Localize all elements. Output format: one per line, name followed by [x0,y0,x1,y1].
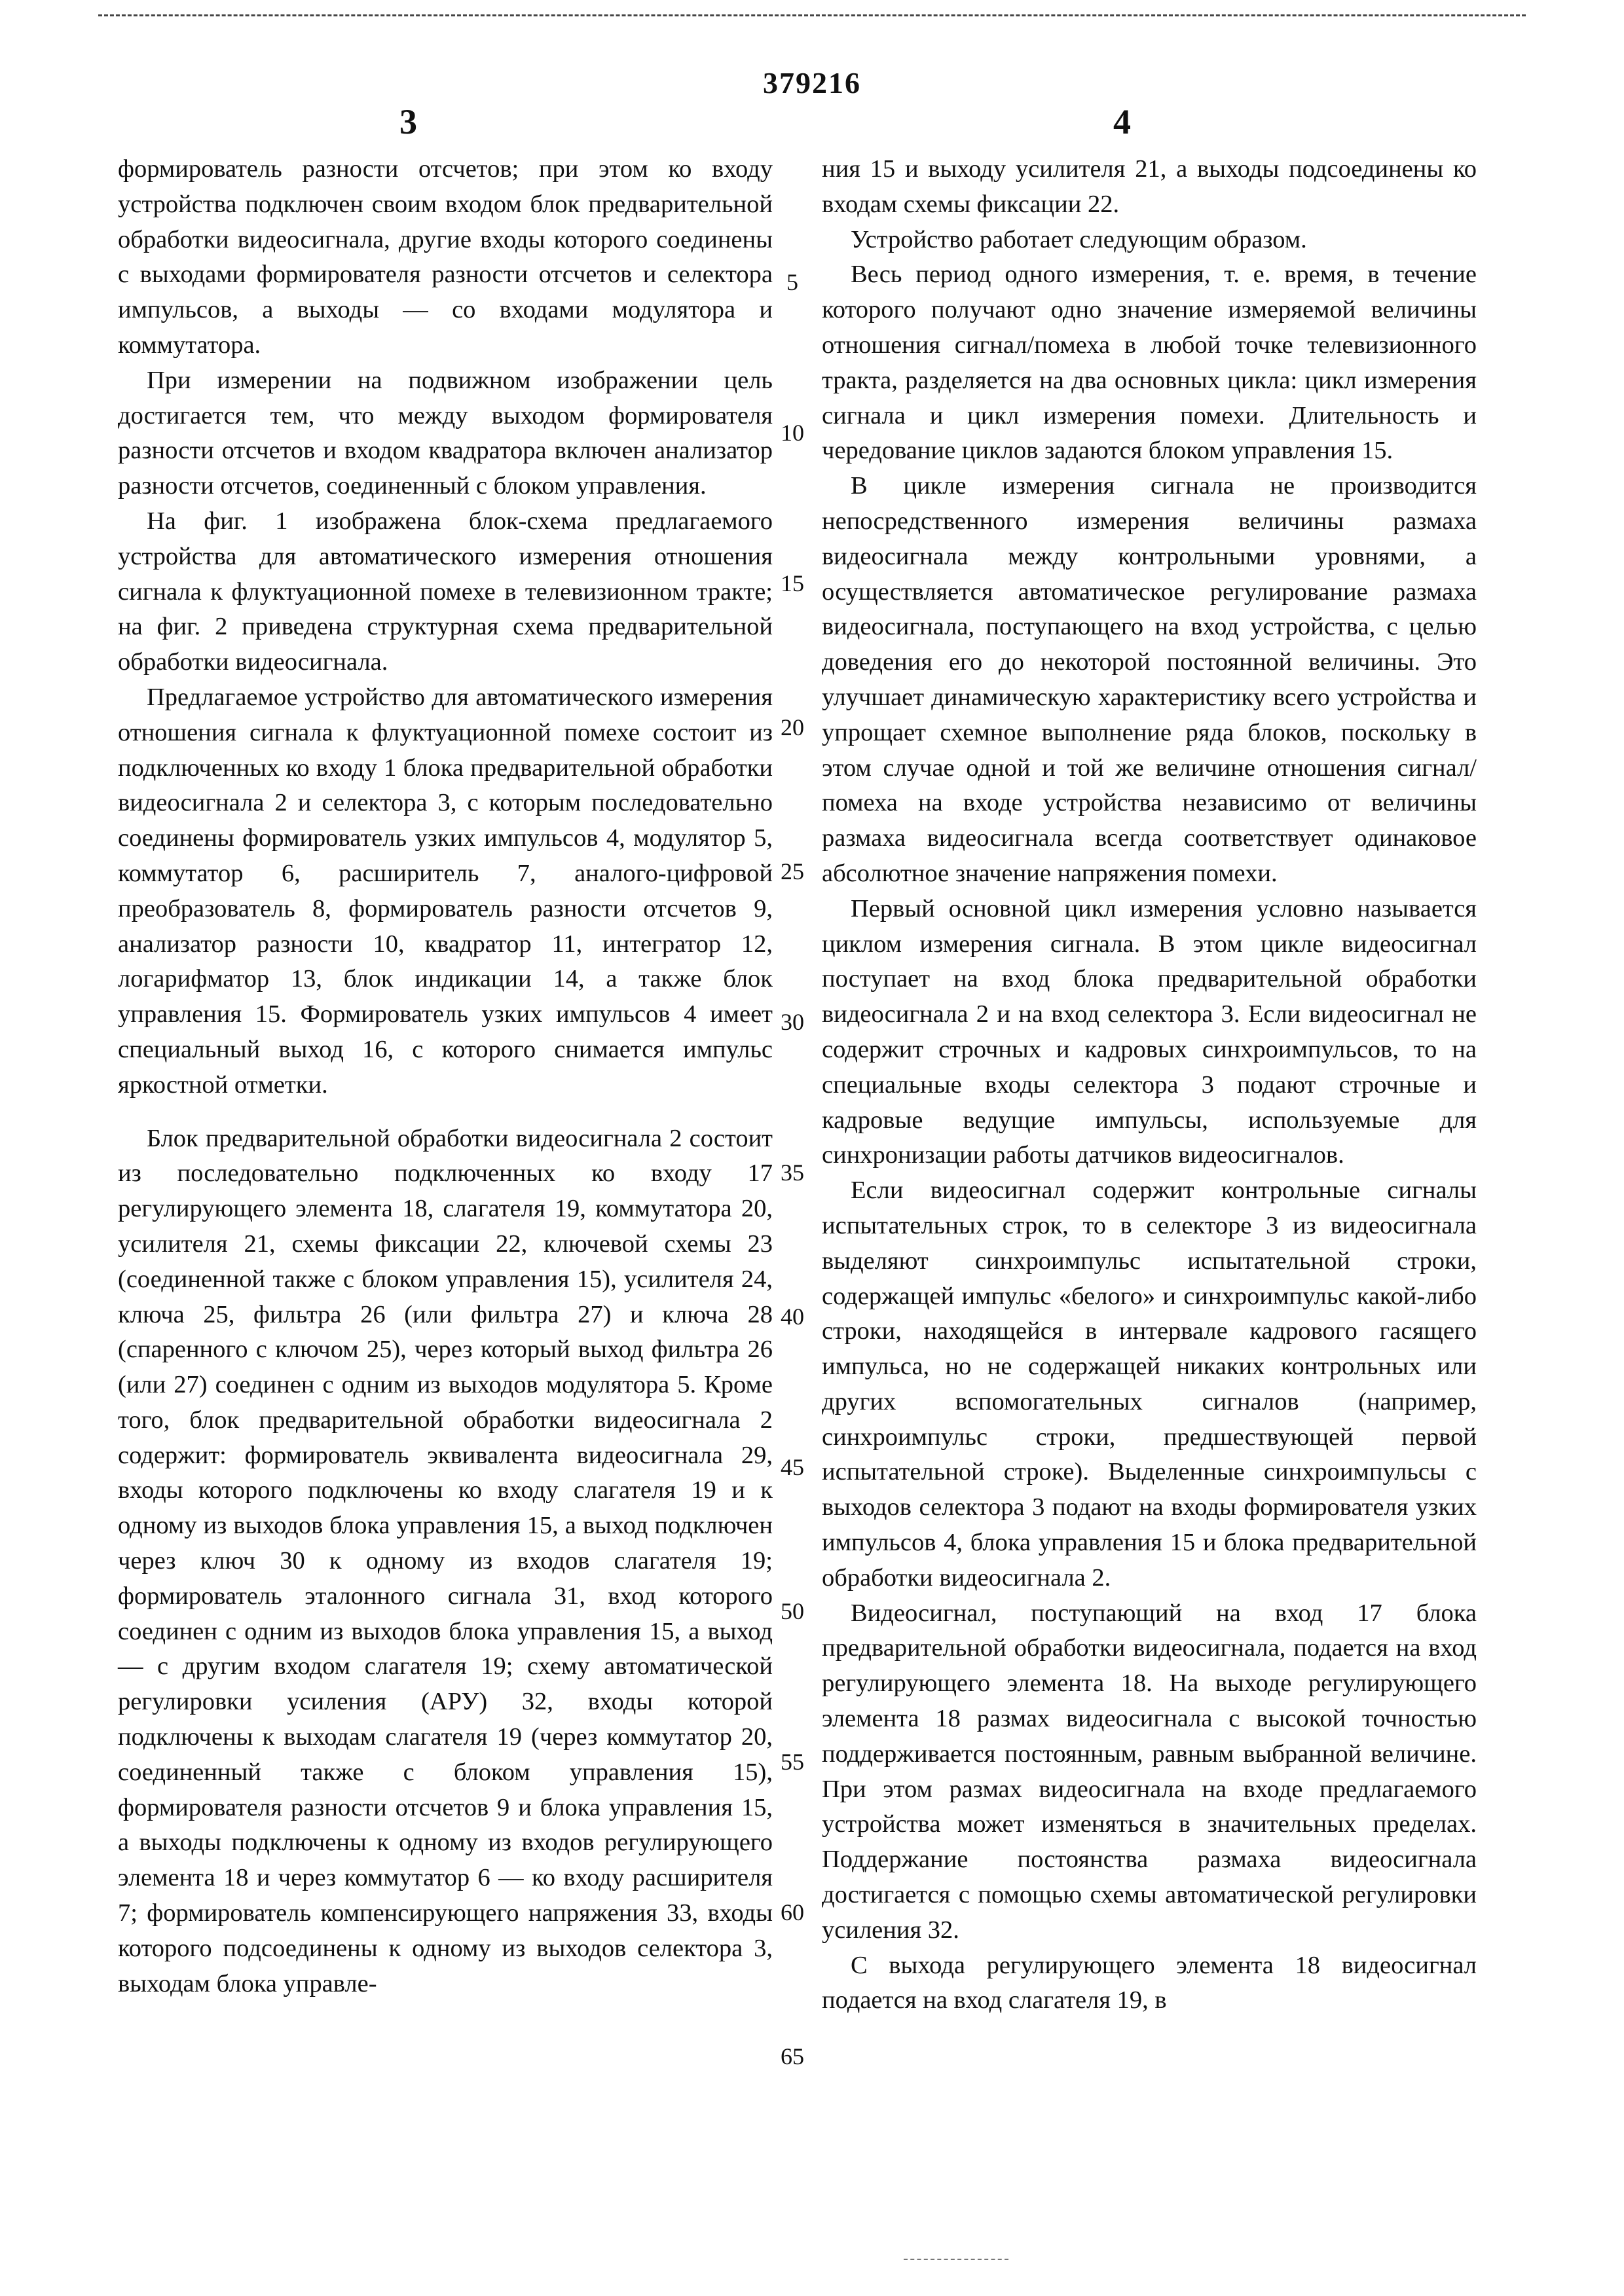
page-number-left: 3 [399,102,417,141]
line-number: 45 [781,1454,804,1480]
line-number: 60 [781,1899,804,1925]
header-rule [98,14,1526,16]
paragraph: С выхода регулирующего элемента 18 видеосигнал подается на вход слагателя 19, в [822,1951,1477,2014]
paragraph: Если видеосигнал содержит контрольные сигналы испытательных строк, то в селекторе 3 из видеосигнала выделяют синхроимпульс испытательной строки, содержащей импульс «белого» и синхроимпульс какой-либо строки, находящейся в интервале кадрового гасящего импульса, но не содержащей никаких контрольных или других вспомогательных сигналов (например, синхроимпульс строки, предшествующей первой испытательной строке). Выделенные синхроимпульсы с выходов селектора 3 подают на входы формирователя узких импульсов 4, блока управления 15 и блока предварительной обработки видеосигнала 2. [822,1176,1477,1592]
paragraph: Первый основной цикл измерения условно называется циклом измерения сигнала. В этом цикле видеосигнал поступает на вход блока предварительной обработки видеосигнала 2 и на вход селектора 3. Если видеосигнал не содержит строчных и кадровых синхроимпульсов, то на специальные входы селектора 3 подают строчные и кадровые ведущие импульсы, используемые для синхронизации работы датчиков видеосигналов. [822,894,1477,1169]
line-number: 55 [781,1749,804,1775]
paragraph: Устройство работает следующим образом. [851,225,1307,253]
paragraph: Блок предварительной обработки видеосигнала 2 состоит из последовательно подключенных ко входу 17 регулирующего элемента 18, слагателя 19, коммутатора 20, усилителя 21, схемы фиксации 22, ключевой схемы 23 (соединенной также с блоком управления 15), усилителя 24, ключа 25, фильтра 26 (или фильтра 27) и ключа 28 (спаренного с ключом 25), через который выход фильтра 26 (или 27) соединен с одним из выходов модулятора 5. Кроме того, блок предварительной обработки видеосигнала 2 содержит: формирователь эквивалента видеосигнала 29, входы которого подключены ко входу слагателя 19 и к одному из выходов блока управления 15, а выход подключен через ключ 30 к одному из входов слагателя 19; формирователь эталонного сигнала 31, вход которого соединен с одним из выходов блока управления 15, а выход — с другим входом слагателя 19; схему автоматической регулировки усиления (АРУ) 32, входы которой подключены к выходам слагателя 19 (через коммутатор 20, соединенный также с блоком управления 15), формирователя разности отсчетов 9 и блока управления 15, а выходы подключены к одному из входов регулирующего элемента 18 и через коммутатор 6 — ко входу расширителя 7; формирователь компенсирующего напряжения 33, входы которого подсоединены к одному из выходов селектора 3, выходам блока управле- [118,1124,773,1997]
right-column [822,152,1477,2018]
patent-number: 379216 [763,66,861,100]
line-number: 10 [781,420,804,446]
page-number-right: 4 [1113,102,1131,141]
paragraph: ния 15 и выходу усилителя 21, а выходы подсоединены ко входам схемы фиксации 22. [822,155,1477,218]
left-column [118,152,773,2001]
line-number: 65 [781,2043,804,2069]
line-number: 30 [781,1009,804,1035]
line-number: 20 [781,714,804,740]
line-number: 5 [786,269,798,295]
bottom-mark [904,2259,1008,2260]
paragraph: На фиг. 1 изображена блок-схема предлагаемого устройства для автоматического измерения отношения сигнала к флуктуационной помехе в телевизионном тракте; на фиг. 2 приведена структурная схема предварительной обработки видеосигнала. [118,507,773,676]
paragraph: Предлагаемое устройство для автоматического измерения отношения сигнала к флуктуационной помехе состоит из подключенных ко входу 1 блока предварительной обработки видеосигнала 2 и селектора 3, с которым последовательно соединены формирователь узких импульсов 4, модулятор 5, коммутатор 6, расширитель 7, аналого-цифровой преобразователь 8, формирователь разности отсчетов 9, анализатор разности 10, квадратор 11, интегратор 12, логарифматор 13, блок индикации 14, а также блок управления 15. Формирователь узких импульсов 4 имеет специальный выход 16, с которого снимается импульс яркостной отметки. [118,683,773,1099]
line-number: 15 [781,570,804,596]
paragraph: При измерении на подвижном изображении цель достигается тем, что между выходом формирователя разности отсчетов и входом квадратора включен анализатор разности отсчетов, соединенный с блоком управления. [118,366,773,500]
line-number: 40 [781,1303,804,1330]
paragraph: В цикле измерения сигнала не производится непосредственного измерения величины размаха видеосигнала между контрольными уровнями, а осуществляется автоматическое регулирование размаха видеосигнала, поступающего на вход устройства, с целью доведения его до некоторой постоянной величины. Это улучшает динамическую характеристику всего устройства и упрощает схемное выполнение ряда блоков, поскольку в этом случае одной и той же величине отношения сигнал/помеха на входе устройства независимо от величины размаха видеосигнала всегда соответствует одинаковое абсолютное значение напряжения помехи. [822,472,1477,887]
paragraph: Видеосигнал, поступающий на вход 17 блока предварительной обработки видеосигнала, подается на вход регулирующего элемента 18. На выходе регулирующего элемента 18 размах видеосигнала с высокой точностью поддерживается постоянным, равным выбранной величине. При этом размах видеосигнала на входе предлагаемого устройства может изменяться в значительных пределах. Поддержание постоянства размаха видеосигнала достигается с помощью схемы автоматической регулировки усиления 32. [822,1599,1477,1944]
line-number: 35 [781,1159,804,1186]
paragraph: формирователь разности отсчетов; при этом ко входу устройства подключен своим входом блок предварительной обработки видеосигнала, другие входы которого соединены с выходами формирователя разности отсчетов и селектора импульсов, а выходы — со входами модулятора и коммутатора. [118,155,773,359]
line-number: 25 [781,858,804,884]
paragraph: Весь период одного измерения, т. е. время, в течение которого получают одно значение измеряемой величины отношения сигнал/помеха в любой точке телевизионного тракта, разделяется на два основных цикла: цикл измерения сигнала и цикл измерения помехи. Длительность и чередование циклов задаются блоком управления 15. [822,261,1477,465]
line-number: 50 [781,1598,804,1624]
